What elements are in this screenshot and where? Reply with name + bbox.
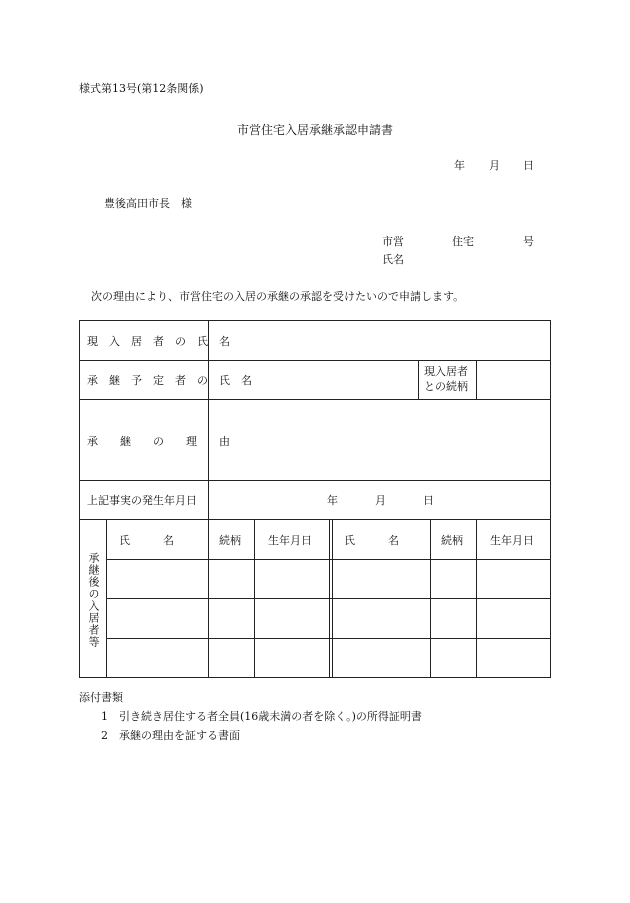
attachment-text: 引き続き居住する者全員(16歳未満の者を除く。)の所得証明書 (119, 710, 422, 723)
post-succession-residents-label: 承継後の入居者等 (87, 552, 100, 648)
column-divider (418, 360, 419, 399)
column-header-name: 氏 名 (344, 534, 399, 547)
column-header-relationship: 続柄 (441, 534, 463, 547)
resident-entries-right[interactable] (333, 560, 550, 677)
attachment-number: 1 (101, 710, 108, 723)
occurrence-day-label: 日 (423, 494, 434, 507)
occurrence-month-label: 月 (375, 494, 386, 507)
date-year-label: 年 (454, 159, 465, 172)
row-divider (79, 519, 551, 520)
occurrence-year-label: 年 (327, 494, 338, 507)
date-month-label: 月 (489, 159, 500, 172)
column-divider (329, 519, 330, 677)
attachment-text: 承継の理由を証する書面 (119, 729, 240, 742)
successor-name-label: 承 継 予 定 者 の 氏 名 (87, 374, 252, 387)
column-header-birthdate: 生年月日 (268, 534, 312, 547)
current-resident-name-field[interactable] (209, 321, 550, 360)
date-day-label: 日 (523, 159, 534, 172)
current-resident-name-label: 現 入 居 者 の 氏 名 (87, 335, 230, 348)
table-border-right (550, 320, 551, 678)
attachment-item (101, 727, 240, 743)
attachments-heading: 添付書類 (79, 691, 123, 704)
addressee: 豊後高田市長 様 (104, 197, 192, 210)
column-header-name: 氏 名 (119, 534, 174, 547)
succession-reason-field[interactable] (209, 400, 550, 480)
table-border-bottom (79, 677, 551, 678)
resident-entries-left[interactable] (107, 560, 329, 677)
occurrence-date-label: 上記事実の発生年月日 (87, 494, 197, 507)
column-header-birthdate: 生年月日 (490, 534, 534, 547)
applicant-city-label: 市営 (382, 235, 404, 248)
relationship-with-resident-label: 現入居者 との続柄 (424, 365, 468, 393)
document-title: 市営住宅入居承継承認申請書 (236, 123, 393, 137)
form-number: 様式第13号(第12条関係) (79, 82, 204, 95)
table-border-left (79, 320, 80, 678)
attachment-number: 2 (101, 729, 108, 742)
succession-reason-label: 承 継 の 理 由 (87, 435, 230, 448)
occurrence-date-field[interactable] (209, 481, 550, 519)
applicant-number-label: 号 (523, 235, 534, 248)
column-header-relationship: 続柄 (219, 534, 241, 547)
application-statement: 次の理由により、市営住宅の入居の承継の承認を受けたいので申請します。 (91, 290, 465, 303)
successor-name-field[interactable] (209, 361, 418, 399)
applicant-name-label: 氏名 (382, 253, 404, 266)
relationship-field[interactable] (477, 361, 550, 399)
application-form-table (79, 320, 551, 678)
applicant-housing-label: 住宅 (452, 235, 474, 248)
attachment-item (101, 708, 422, 724)
